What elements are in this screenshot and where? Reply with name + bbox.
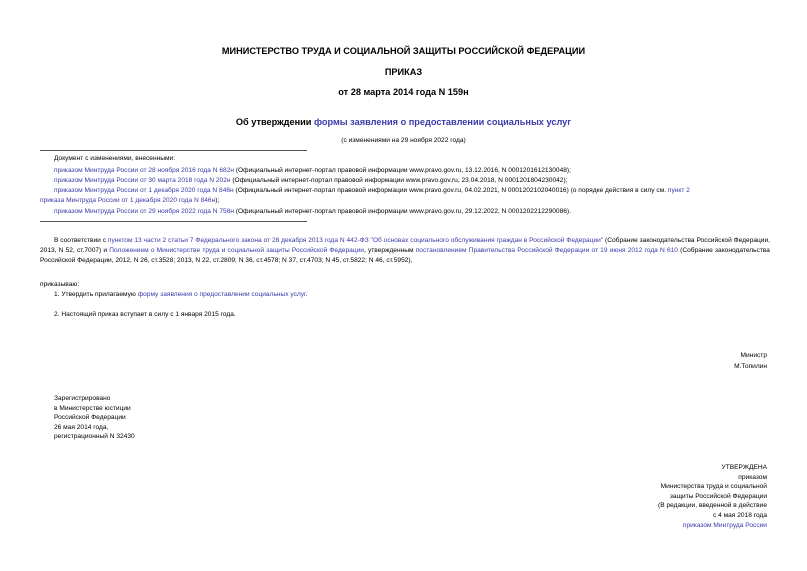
amendment-text: );	[215, 197, 220, 204]
amendment-text: (Официальный интернет-портал правовой информации www.pravo.gov.ru, 13.12.2016, N 0001201612130048);	[234, 167, 571, 174]
ministry-heading: МИНИСТЕРСТВО ТРУДА И СОЦИАЛЬНОЙ ЗАЩИТЫ РОССИЙСКОЙ ФЕДЕРАЦИИ	[221, 46, 586, 56]
item-text: 1. Утвердить прилагаемую	[54, 291, 138, 298]
approval-line: защиты Российской Федерации	[669, 492, 767, 500]
orders-word: приказываю:	[40, 281, 80, 288]
preamble-text: (Собрание законодательства Российской Федерации, 2013, N 52, ст.7007) и	[40, 237, 771, 254]
government-decree-link[interactable]: постановлением Правительства Российской Федерации от 19 июня 2012 года N 610	[415, 246, 678, 254]
registration-line: Российской Федерации	[54, 414, 126, 422]
approval-line: приказом	[738, 473, 767, 481]
regulation-link[interactable]: Положением о Министерстве труда и социальной защиты Российской Федерации	[109, 246, 364, 254]
registration-line: в Министерстве юстиции	[54, 404, 131, 412]
registration-line: 26 мая 2014 года,	[54, 423, 109, 431]
order-item-1	[54, 290, 308, 300]
form-link[interactable]: форму заявления о предоставлении социальных услуг	[137, 291, 306, 298]
preamble-paragraph	[40, 236, 770, 265]
preamble-text: В соответствии с	[54, 237, 108, 244]
document-title	[0, 117, 807, 127]
amendment-text: (Официальный интернет-портал правовой информации www.pravo.gov.ru, 29.12.2022, N 0001202212290086).	[234, 208, 571, 215]
amendment-link[interactable]: приказом Минтруда России от 28 ноября 2016 года N 682н	[54, 167, 235, 174]
amendment-text: (Официальный интернет-портал правовой информации www.pravo.gov.ru, 23.04.2018, N 0001201804230042);	[230, 177, 568, 184]
amendment-item	[54, 207, 571, 217]
amendment-item	[54, 166, 571, 176]
title-form-link[interactable]: формы заявления о предоставлении социальных услуг	[313, 117, 572, 127]
preamble-text: (Собрание законодательства Российской Федерации, 2012, N 26, ст.3528; 2013, N 22, ст.2809; N 36, ст.4578; N 37, ст.4703; N 45, ст.5822; N 46, ст.5952),	[40, 246, 770, 264]
federal-law-link[interactable]: пунктом 13 части 2 статьи 7 Федерального закона от 28 декабря 2013 года N 442-ФЗ "Об основах социального обслуживания граждан в Российской Федерации"	[107, 237, 604, 244]
divider-bottom	[40, 221, 307, 222]
amendment-link[interactable]: приказом Минтруда России от 1 декабря 2020 года N 846н	[54, 187, 234, 194]
item-text: .	[305, 291, 308, 298]
preamble-text: , утвержденным	[363, 246, 416, 254]
approval-title: УТВЕРЖДЕНА	[721, 464, 767, 471]
amendment-item	[54, 186, 690, 196]
amendment-link[interactable]: приказом Минтруда России от 29 ноября 2022 года N 758н	[54, 208, 235, 215]
changes-note: (с изменениями на 29 ноября 2022 года)	[341, 137, 466, 144]
approval-order-link[interactable]: приказом Минтруда России	[682, 521, 767, 529]
amendment-link[interactable]: приказа Минтруда России от 1 декабря 2020 года N 846н	[40, 197, 216, 204]
signature-position: Министр	[740, 352, 767, 359]
amendments-intro: Документ с изменениями, внесенными:	[54, 155, 176, 162]
registration-line: регистрационный N 32430	[54, 433, 135, 441]
approval-block	[658, 463, 767, 530]
amendment-point-link[interactable]: пункт 2	[667, 187, 690, 194]
order-date-number: от 28 марта 2014 года N 159н	[338, 87, 469, 97]
title-prefix: Об утверждении	[235, 117, 314, 127]
registration-line: Зарегистрировано	[54, 395, 111, 402]
registration-block	[54, 394, 135, 442]
amendment-item-continued	[40, 196, 219, 206]
approval-line: (В редакции, введенной в действие	[658, 502, 767, 510]
amendment-text: (Официальный интернет-портал правовой информации www.pravo.gov.ru, 04.02.2021, N 0001202102040016) (о порядке действия в силу см.	[233, 187, 668, 194]
signature-name: М.Топилин	[734, 363, 767, 370]
approval-line: с 4 мая 2018 года	[712, 511, 767, 519]
approval-line: Министерства труда и социальной	[660, 483, 767, 491]
amendment-link[interactable]: приказом Минтруда России от 30 марта 2018 года N 202н	[54, 177, 231, 184]
amendment-item	[54, 176, 567, 186]
order-item-2: 2. Настоящий приказ вступает в силу с 1 января 2015 года.	[54, 311, 236, 318]
order-heading: ПРИКАЗ	[384, 67, 423, 77]
divider-top	[40, 150, 307, 151]
